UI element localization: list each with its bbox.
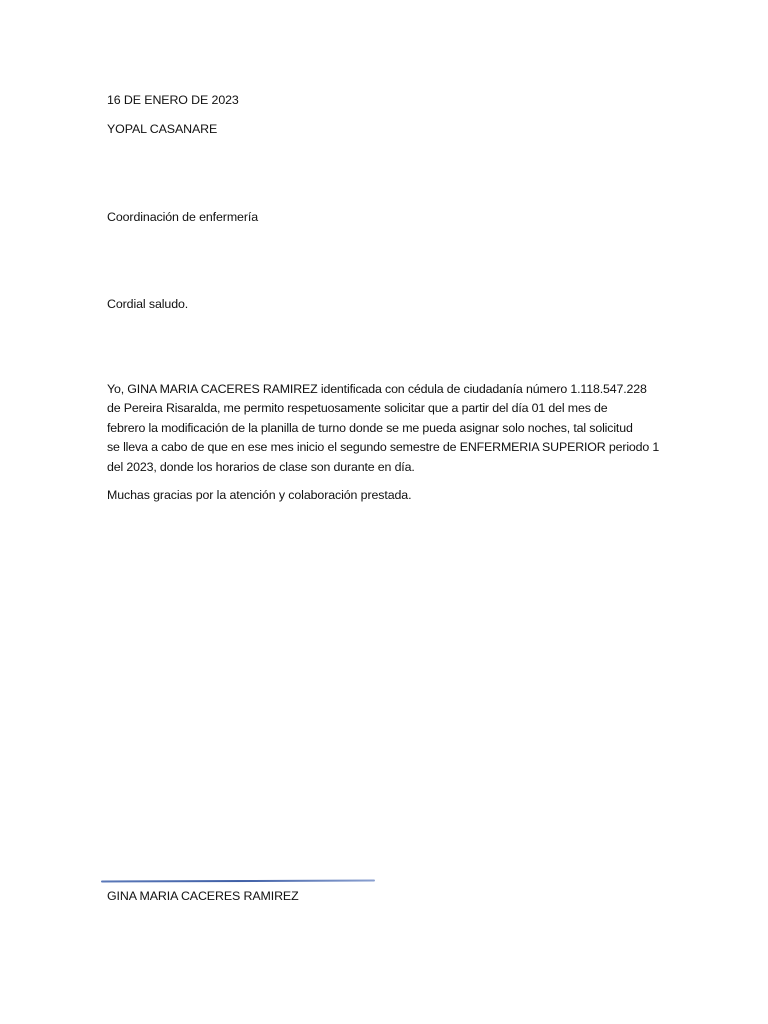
- letter-date: 16 DE ENERO DE 2023: [107, 93, 239, 107]
- letter-place: YOPAL CASANARE: [107, 122, 218, 136]
- body-line: de Pereira Risaralda, me permito respetuosamente solicitar que a partir del día 01 del mes de: [107, 401, 608, 416]
- letter-recipient: Coordinación de enfermería: [107, 210, 258, 224]
- letter-greeting: Cordial saludo.: [107, 297, 189, 311]
- body-line: febrero la modificación de la planilla de turno donde se me pueda asignar solo noches, tal solicitud: [107, 420, 633, 435]
- letter-closing: Muchas gracias por la atención y colaboración prestada.: [107, 488, 412, 502]
- body-line: Yo, GINA MARIA CACERES RAMIREZ identificada con cédula de ciudadanía número 1.118.547.228: [107, 382, 647, 396]
- signature-name: GINA MARIA CACERES RAMIREZ: [107, 889, 299, 903]
- signature-line: [101, 880, 375, 883]
- body-line: se lleva a cabo de que en ese mes inicio el segundo semestre de ENFERMERIA SUPERIOR periodo 1: [107, 440, 660, 455]
- letter-body: [107, 380, 667, 477]
- body-line: del 2023, donde los horarios de clase son durante en día.: [107, 459, 415, 474]
